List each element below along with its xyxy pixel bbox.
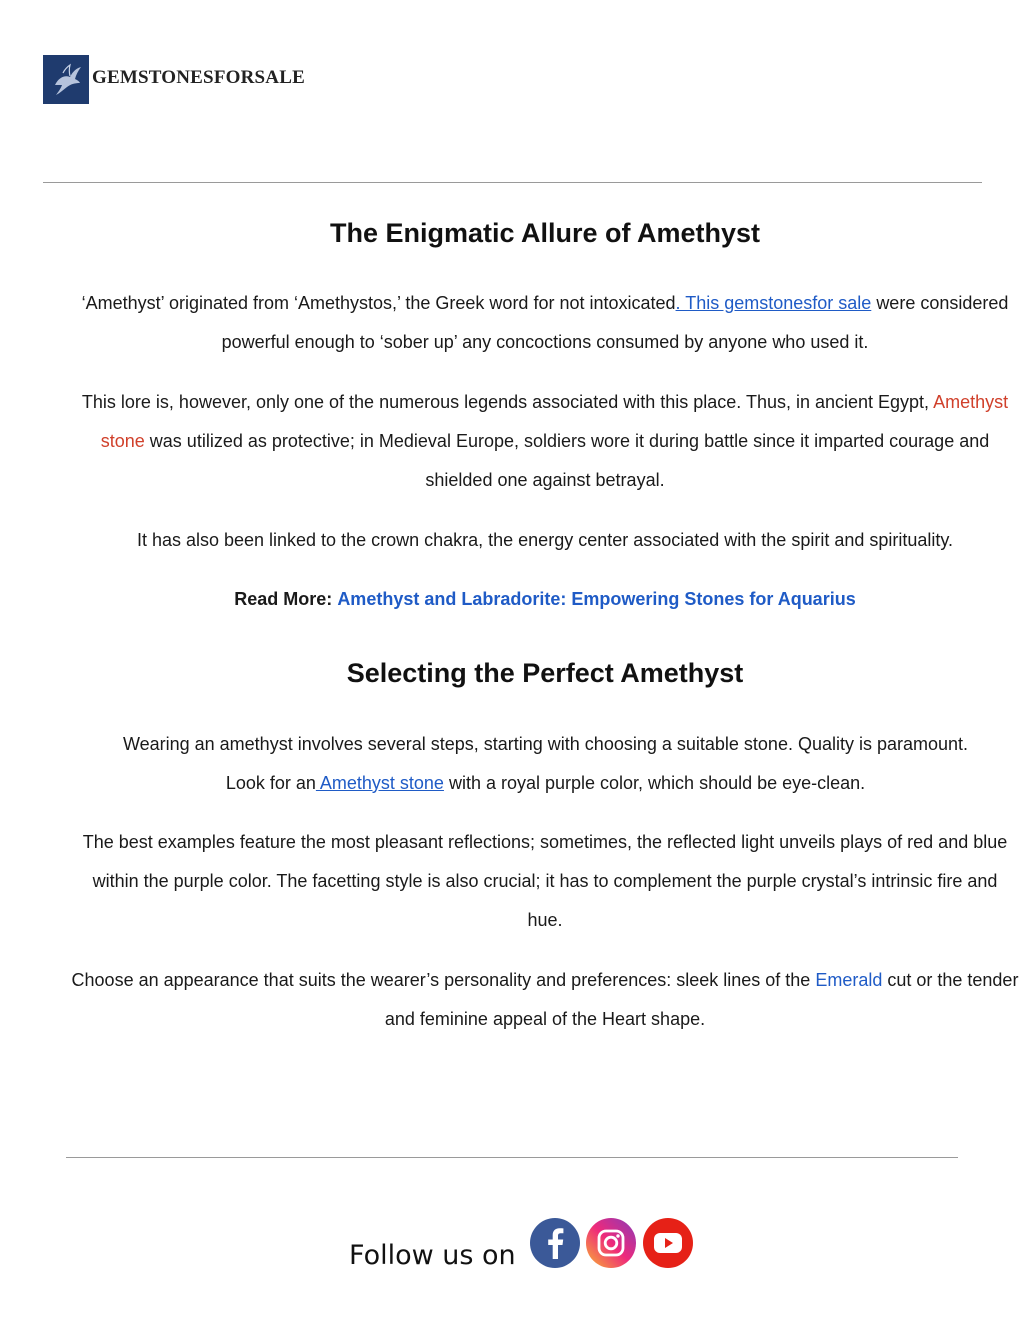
read-more-label: Read More: <box>234 589 333 609</box>
paragraph-origin-text-a: ‘Amethyst’ originated from ‘Amethystos,’ the Greek word for not intoxicated <box>81 293 676 313</box>
header-divider <box>43 182 982 183</box>
brand-name: GEMSTONESFORSALE <box>92 67 305 88</box>
facebook-icon[interactable] <box>530 1218 580 1268</box>
footer-divider <box>66 1157 958 1158</box>
amethyst-stone-link[interactable]: Amethyst stone <box>315 773 444 793</box>
paragraph-crown-chakra: It has also been linked to the crown chakra, the energy center associated with the spirit and spirituality. <box>136 530 954 550</box>
paragraph-origin-text-b: were considered powerful enough to ‘sober up’ any concoctions consumed by anyone who used it. <box>221 293 1009 352</box>
paragraph-appearance-text-a: Choose an appearance that suits the wearer’s personality and preferences: sleek lines of the <box>71 970 816 990</box>
gemstones-for-sale-link[interactable]: . This gemstonesfor sale <box>675 293 872 313</box>
read-more <box>80 580 1010 619</box>
section-title-selecting: Selecting the Perfect Amethyst <box>346 658 744 688</box>
follow-us-label: Follow us on <box>349 1240 516 1271</box>
paragraph-wearing-text-b: with a royal purple color, which should be eye-clean. <box>443 773 866 793</box>
section-title-enigmatic-allure: The Enigmatic Allure of Amethyst <box>329 218 761 248</box>
paragraph-best-examples: The best examples feature the most pleasant reflections; sometimes, the reflected light unveils plays of red and blue within the purple color. The facetting style is also crucial; it has to complement the purple crystal’s intrinsic fire and hue. <box>82 832 1008 930</box>
paragraph-origin <box>80 284 1010 362</box>
paragraph-appearance-text-b: cut or the tender and feminine appeal of the Heart shape. <box>384 970 1019 1029</box>
read-more-link[interactable]: Amethyst and Labradorite: Empowering Stones for Aquarius <box>337 589 856 609</box>
paragraph-wearing <box>108 725 983 803</box>
brand-logo[interactable] <box>43 55 89 104</box>
amethyst-stone-highlight[interactable]: Amethyst stone <box>100 392 1009 451</box>
youtube-icon[interactable] <box>643 1218 693 1268</box>
bird-logo-icon <box>43 55 89 104</box>
instagram-icon[interactable] <box>586 1218 636 1268</box>
paragraph-wearing-text-a: Wearing an amethyst involves several steps, starting with choosing a suitable stone. Quality is paramount. Look for an <box>122 734 969 793</box>
paragraph-appearance <box>66 961 1024 1039</box>
paragraph-lore-text-a: This lore is, however, only one of the numerous legends associated with this place. Thus, in ancient Egypt, <box>81 392 934 412</box>
emerald-link[interactable]: Emerald <box>815 970 883 990</box>
paragraph-lore-text-b: was utilized as protective; in Medieval Europe, soldiers wore it during battle since it imparted courage and shielded one against betrayal. <box>144 431 990 490</box>
paragraph-lore <box>80 383 1010 500</box>
